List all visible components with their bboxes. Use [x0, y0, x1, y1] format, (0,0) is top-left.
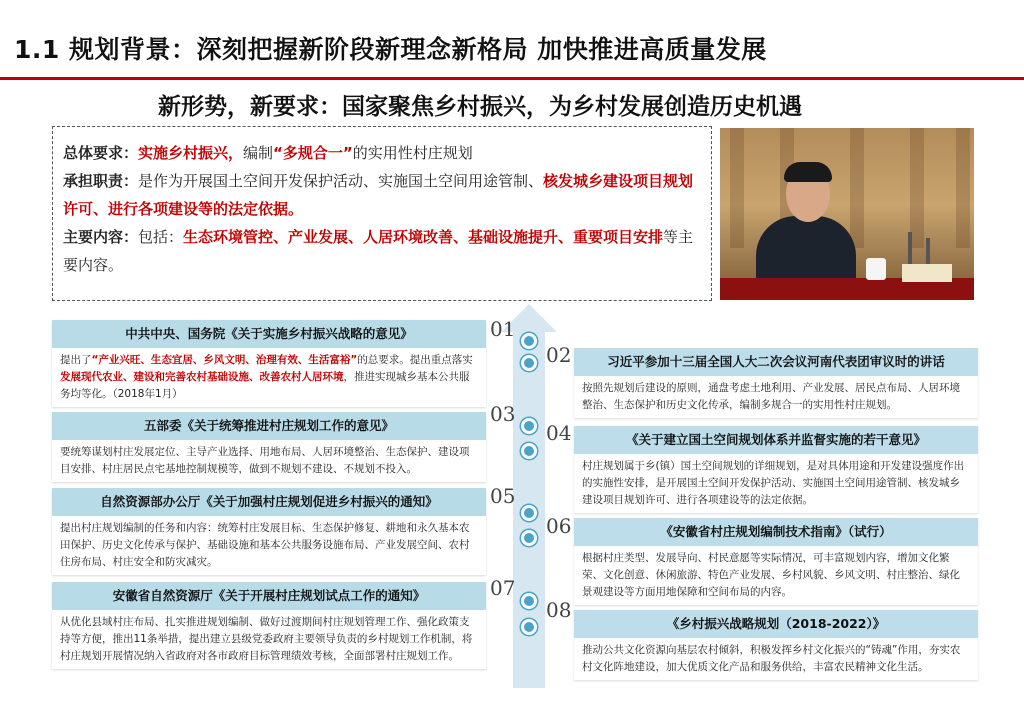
timeline-card-6	[574, 518, 978, 605]
timeline-number-6: 06	[546, 514, 572, 538]
card-body: 要统筹谋划村庄发展定位、主导产业选择、用地布局、人居环境整治、生态保护、建设项目安排、村庄居民点宅基地控制规模等，做到不规划不建设、不规划不投入。	[52, 440, 486, 482]
timeline-number-1: 01	[490, 317, 516, 341]
card-text: 提出了	[60, 354, 92, 366]
overall-red-2: “多规合一”	[273, 144, 353, 162]
card-body: 根据村庄类型、发展导向、村民意愿等实际情况，可丰富规划内容，增加文化繁荣、文化创意、休闲旅游、特色产业发展、乡村风貌、乡风文明、村庄整治、绿化景观建设等方面用地保障和空间布局的内容。	[574, 546, 978, 605]
content-requirement	[63, 223, 701, 279]
content-text-2: 等主要内容。	[63, 228, 694, 274]
page-subtitle: 新形势，新要求：国家聚焦乡村振兴，为乡村发展创造历史机遇	[158, 94, 802, 120]
timeline-number-5: 05	[490, 484, 516, 508]
duty-text: 是作为开展国土空间开发保护活动、实施国土空间用途管制、	[138, 172, 544, 190]
timeline-card-2	[574, 348, 978, 418]
card-title: 习近平参加十三届全国人大二次会议河南代表团审议时的讲话	[574, 348, 978, 376]
timeline-number-4: 04	[546, 421, 572, 445]
card-red-text: “产业兴旺、生态宜居、乡风文明、治理有效、生活富裕”	[91, 354, 358, 366]
card-body: 村庄规划属于乡(镇）国土空间规划的详细规划，是对具体用途和开发建设强度作出的实施性安排，是开展国土空间开发保护活动、实施国土空间用途管制、核发城乡建设项目规划许可、进行各项建设等的法定依据。	[574, 454, 978, 513]
timeline-dot-6	[521, 530, 537, 546]
overall-red-1: 实施乡村振兴，	[138, 144, 244, 162]
timeline-dot-4	[521, 443, 537, 459]
card-title: 《安徽省村庄规划编制技术指南》（试行）	[574, 518, 978, 546]
timeline-card-5	[52, 488, 486, 575]
timeline-dot-7	[521, 593, 537, 609]
page-title: 1.1 规划背景：深刻把握新阶段新理念新格局 加快推进高质量发展	[14, 35, 767, 64]
timeline-number-2: 02	[546, 343, 572, 367]
title-divider	[0, 77, 1024, 80]
overall-requirement	[63, 139, 701, 167]
duty-red: 核发城乡建设项目规划许可、进行各项建设等的法定依据。	[63, 172, 694, 218]
card-title: 《关于建立国土空间规划体系并监督实施的若干意见》	[574, 426, 978, 454]
duty-requirement	[63, 167, 701, 223]
card-text: 的总要求。提出重点落实	[357, 354, 473, 366]
content-red: 生态环境管控、产业发展、人居环境改善、基础设施提升、重要项目安排	[183, 228, 664, 246]
timeline-dot-3	[521, 418, 537, 434]
card-body: 推动公共文化资源向基层农村倾斜，积极发挥乡村文化振兴的“铸魂”作用，夯实农村文化阵地建设，加大优质文化产品和服务供给，丰富农民精神文化生活。	[574, 638, 978, 680]
card-body	[52, 348, 486, 407]
timeline-card-8	[574, 610, 978, 680]
timeline-dot-1	[521, 333, 537, 349]
card-title: 安徽省自然资源厅《关于开展村庄规划试点工作的通知》	[52, 582, 486, 610]
meeting-photo	[720, 128, 974, 300]
timeline-card-1	[52, 320, 486, 407]
timeline-dot-2	[521, 355, 537, 371]
card-title: 五部委《关于统筹推进村庄规划工作的意见》	[52, 412, 486, 440]
duty-label: 承担职责：	[63, 172, 139, 190]
card-title: 自然资源部办公厅《关于加强村庄规划促进乡村振兴的通知》	[52, 488, 486, 516]
card-title: 中共中央、国务院《关于实施乡村振兴战略的意见》	[52, 320, 486, 348]
timeline-number-7: 07	[490, 576, 516, 600]
requirements-box	[52, 126, 712, 301]
timeline-dot-8	[521, 619, 537, 635]
overall-text-2: 的实用性村庄规划	[352, 144, 473, 162]
card-body: 提出村庄规划编制的任务和内容：统筹村庄发展目标、生态保护修复、耕地和永久基本农田保护、历史文化传承与保护、基础设施和基本公共服务设施布局、产业发展空间、农村住房布局、村庄安全和防灾减灾。	[52, 516, 486, 575]
content-label: 主要内容：	[63, 228, 139, 246]
timeline-number-3: 03	[490, 402, 516, 426]
card-body: 按照先规划后建设的原则，通盘考虑土地利用、产业发展、居民点布局、人居环境整治、生态保护和历史文化传承，编制多规合一的实用性村庄规划。	[574, 376, 978, 418]
content-text-1: 包括：	[138, 228, 184, 246]
timeline-dot-5	[521, 505, 537, 521]
timeline-card-7	[52, 582, 486, 669]
timeline-card-4	[574, 426, 978, 513]
timeline-number-8: 08	[546, 598, 572, 622]
overall-label: 总体要求：	[63, 144, 139, 162]
card-text: ，推进实现城乡基本公共服务均等化。（2018年1月）	[60, 371, 470, 400]
card-body: 从优化县域村庄布局、扎实推进规划编制、做好过渡期间村庄规划管理工作、强化政策支持等方便，推出11条举措，提出建立县级党委政府主要领导负责的乡村规划工作机制，将村庄规划开展情况纳入省政府对各市政府目标管理绩效考核，全面部署村庄规划工作。	[52, 610, 486, 669]
card-title: 《乡村振兴战略规划（2018-2022）》	[574, 610, 978, 638]
overall-text-1: 编制	[243, 144, 274, 162]
timeline-card-3	[52, 412, 486, 482]
card-red-text: 发展现代农业、建设和完善农村基础设施、改善农村人居环境	[60, 371, 344, 383]
